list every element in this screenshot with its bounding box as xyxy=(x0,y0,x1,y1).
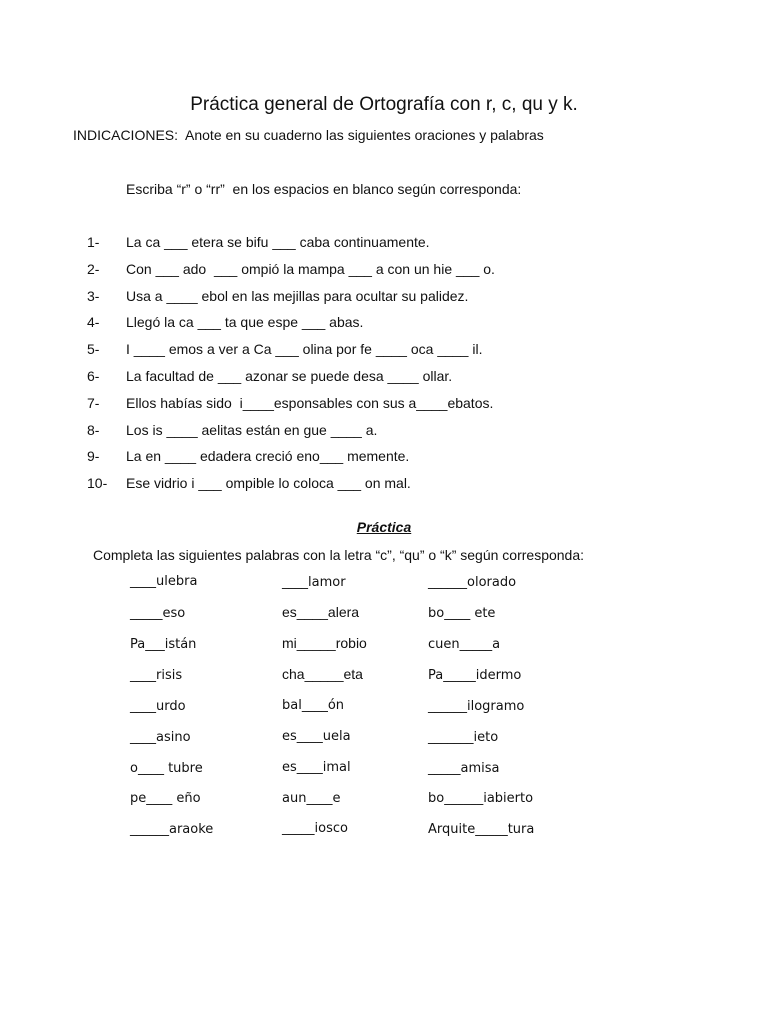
word-item: ______olorado xyxy=(428,575,517,590)
sentence-number: 4- xyxy=(87,314,100,331)
word-item: _____eso xyxy=(130,606,186,621)
word-item: ______ilogramo xyxy=(428,699,525,714)
sentence-text: I ____ emos a ver a Ca ___ olina por fe ____ oca ____ il. xyxy=(126,341,483,358)
word-item: Pa_____idermo xyxy=(428,668,522,683)
word-item: bal____ón xyxy=(282,698,345,713)
sentence-item xyxy=(87,233,687,260)
sentence-number: 8- xyxy=(87,421,100,438)
word-item: _______ieto xyxy=(428,730,499,745)
word-item: bo____ ete xyxy=(428,606,496,621)
page-title: Práctica general de Ortografía con r, c, qu y k. xyxy=(190,94,578,115)
sentence-text: Los is ____ aelitas están en gue ____ a. xyxy=(126,421,378,438)
word-item: es____imal xyxy=(282,760,351,775)
sentence-number: 9- xyxy=(87,448,100,465)
word-item: es____uela xyxy=(282,729,351,744)
word-item: es____alera xyxy=(282,604,360,620)
word-item: Pa___istán xyxy=(130,637,197,652)
practice-instructions: Completa las siguientes palabras con la letra “c”, “qu” o “k” según corresponda: xyxy=(93,547,585,563)
word-item: ____risis xyxy=(130,668,183,683)
sentence-text: Usa a ____ ebol en las mejillas para ocultar su palidez. xyxy=(126,287,469,304)
sentence-item xyxy=(87,313,687,340)
word-item: ______araoke xyxy=(130,822,214,837)
word-item: cha_____eta xyxy=(282,666,363,682)
word-item: _____iosco xyxy=(282,821,348,836)
section1-heading: Escriba “r” o “rr” en los espacios en blanco según corresponda: xyxy=(126,181,522,197)
sentence-text: Ellos habías sido i____esponsables con sus a____ebatos. xyxy=(126,394,494,411)
sentence-text: La ca ___ etera se bifu ___ caba continuamente. xyxy=(126,234,430,250)
sentence-item xyxy=(87,394,687,421)
word-item: aun____e xyxy=(282,791,341,806)
sentence-number: 7- xyxy=(87,394,100,411)
word-item: ____asino xyxy=(130,730,191,745)
sentence-item xyxy=(87,447,687,474)
practice-title: Práctica xyxy=(356,519,412,535)
sentence-item xyxy=(87,367,687,394)
sentence-number: 10- xyxy=(87,475,108,492)
word-item: o____ tubre xyxy=(130,761,203,776)
sentence-number: 5- xyxy=(87,341,100,358)
word-item: ____ulebra xyxy=(130,574,198,589)
word-item: cuen_____a xyxy=(428,637,501,652)
word-item: _____amisa xyxy=(428,761,500,776)
sentence-item xyxy=(87,474,687,501)
sentence-list xyxy=(87,233,687,501)
sentence-number: 2- xyxy=(87,260,100,277)
word-item: bo______iabierto xyxy=(428,791,534,806)
word-item: ____lamor xyxy=(282,575,346,590)
sentence-item xyxy=(87,260,687,287)
word-item: pe____ eño xyxy=(130,791,201,806)
word-item: Arquite_____tura xyxy=(428,822,535,837)
instructions-text: INDICACIONES: Anote en su cuaderno las siguientes oraciones y palabras xyxy=(73,127,544,143)
sentence-number: 3- xyxy=(87,287,100,304)
sentence-number: 1- xyxy=(87,234,100,250)
sentence-text: Llegó la ca ___ ta que espe ___ abas. xyxy=(126,314,364,331)
word-item: ____urdo xyxy=(130,699,186,714)
sentence-item xyxy=(87,340,687,367)
sentence-number: 6- xyxy=(87,367,100,384)
sentence-item xyxy=(87,287,687,314)
word-item: mi_____robio xyxy=(282,635,367,651)
sentence-text: La en ____ edadera creció eno___ memente. xyxy=(126,448,410,465)
sentence-item xyxy=(87,421,687,448)
sentence-text: Ese vidrio i ___ ompible lo coloca ___ on mal. xyxy=(126,475,411,492)
sentence-text: La facultad de ___ azonar se puede desa ____ ollar. xyxy=(126,367,453,384)
sentence-text: Con ___ ado ___ ompió la mampa ___ a con un hie ___ o. xyxy=(126,260,495,277)
